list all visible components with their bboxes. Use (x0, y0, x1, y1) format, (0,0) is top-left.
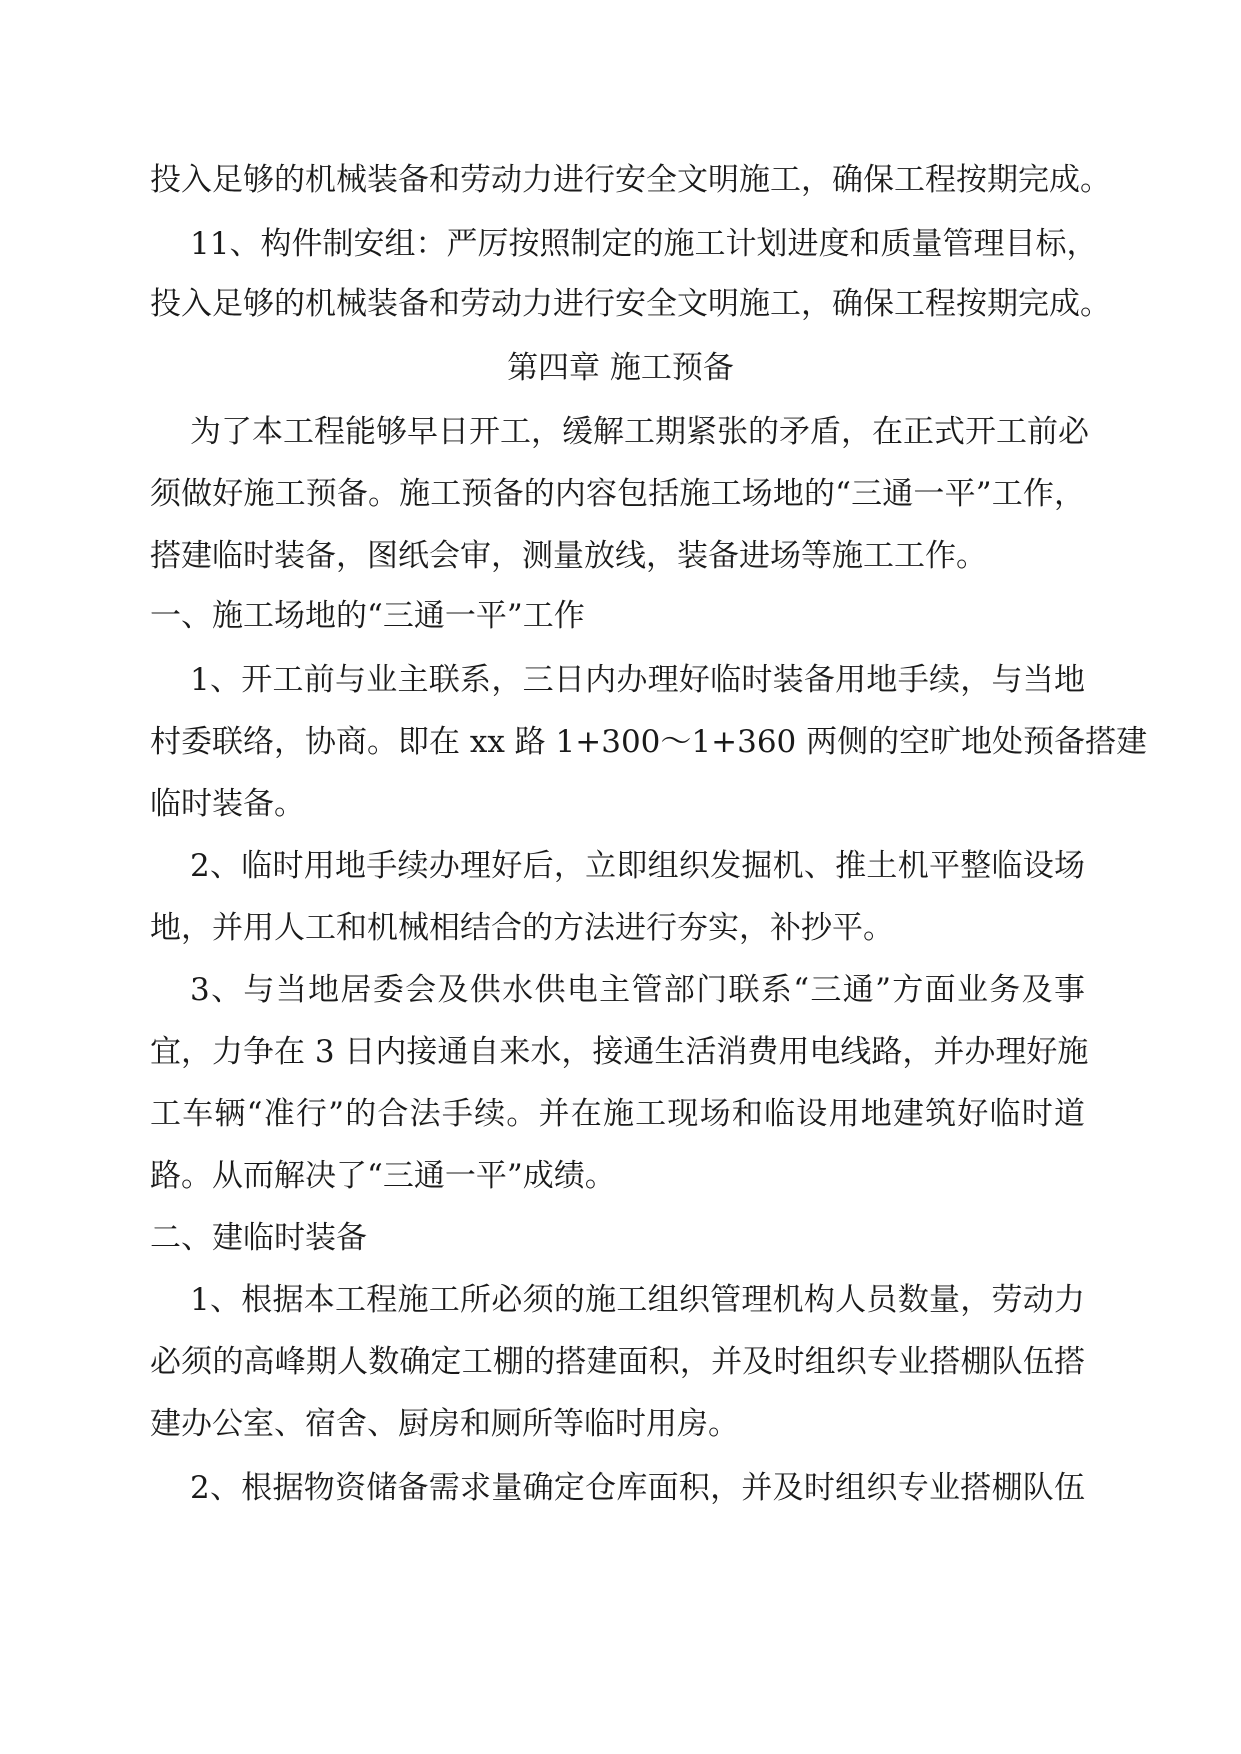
text-line: 村委联络，协商。即在 xx 路 1+300～1+360 两侧的空旷地处预备搭建 (150, 724, 1148, 760)
text-line: 必须的高峰期人数确定工棚的搭建面积，并及时组织专业搭棚队伍搭 (150, 1344, 1085, 1380)
text-line: 投入足够的机械装备和劳动力进行安全文明施工，确保工程按期完成。 (150, 162, 1111, 198)
text-line: 地，并用人工和机械相结合的方法进行夯实，补抄平。 (150, 910, 894, 946)
text-line: 投入足够的机械装备和劳动力进行安全文明施工，确保工程按期完成。 (150, 286, 1111, 322)
text-line: 建办公室、宿舍、厨房和厕所等临时用房。 (150, 1406, 739, 1442)
text-line: 为了本工程能够早日开工，缓解工期紧张的矛盾，在正式开工前必 (190, 414, 1089, 450)
section-heading: 一、施工场地的“三通一平”工作 (150, 598, 585, 634)
text-line: 宜，力争在 3 日内接通自来水，接通生活消费用电线路，并办理好施 (150, 1034, 1089, 1070)
text-line: 11、构件制安组：严厉按照制定的施工计划进度和质量管理目标， (190, 226, 1098, 262)
chapter-heading: 第四章 施工预备 (507, 350, 734, 386)
text-line: 2、临时用地手续办理好后，立即组织发掘机、推土机平整临设场 (190, 848, 1085, 884)
section-heading: 二、建临时装备 (150, 1220, 367, 1256)
text-line: 临时装备。 (150, 786, 305, 822)
text-line: 须做好施工预备。施工预备的内容包括施工场地的“三通一平”工作， (150, 476, 1085, 512)
text-line: 工车辆“准行”的合法手续。并在施工现场和临设用地建筑好临时道 (150, 1096, 1085, 1132)
text-line: 1、根据本工程施工所必须的施工组织管理机构人员数量，劳动力 (190, 1282, 1085, 1318)
text-line: 路。从而解决了“三通一平”成绩。 (150, 1158, 616, 1194)
text-line: 搭建临时装备，图纸会审，测量放线，装备进场等施工工作。 (150, 538, 987, 574)
text-line: 1、开工前与业主联系，三日内办理好临时装备用地手续，与当地 (190, 662, 1085, 698)
text-line: 3、与当地居委会及供水供电主管部门联系“三通”方面业务及事 (190, 972, 1085, 1008)
text-line: 2、根据物资储备需求量确定仓库面积，并及时组织专业搭棚队伍 (190, 1470, 1085, 1506)
